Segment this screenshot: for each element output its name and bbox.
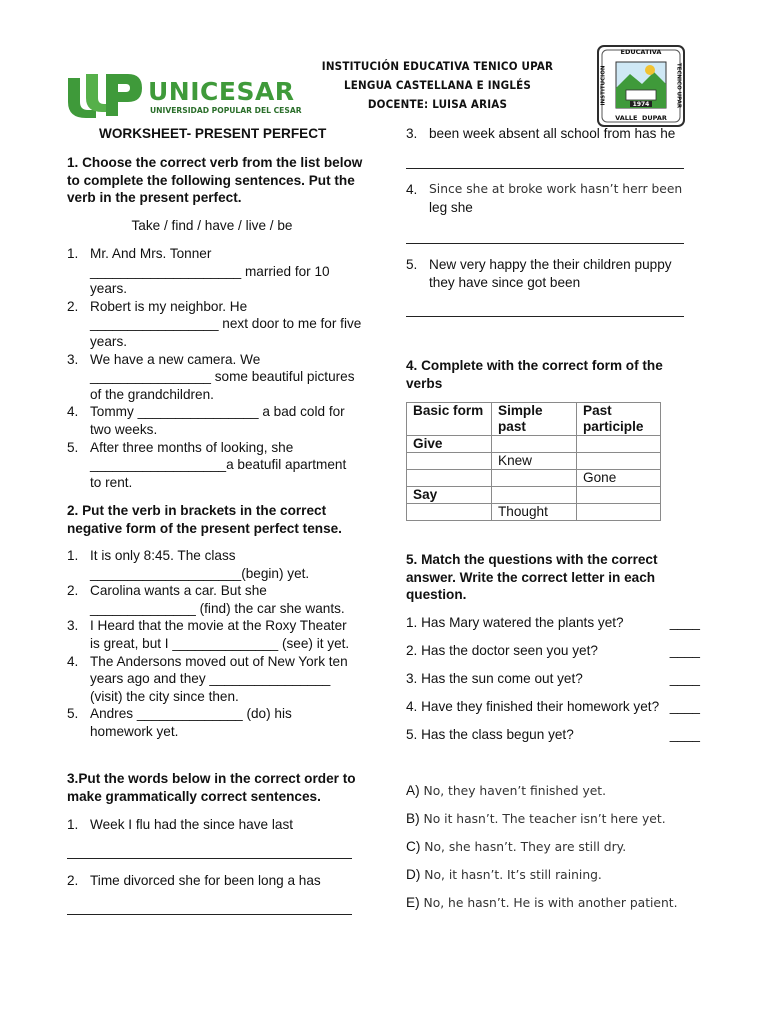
table-row [407, 436, 661, 453]
list-item: 4. The Andersons moved out of New York ten years ago and they ________________ (visit) the city since then. [67, 653, 348, 704]
subject-name: LENGUA CASTELLANA E INGLÉS [343, 78, 532, 92]
answer-line[interactable] [406, 243, 684, 244]
answer-blank[interactable]: ____ [669, 727, 700, 742]
table-cell[interactable] [577, 504, 661, 521]
table-row [407, 504, 661, 521]
table-cell[interactable] [492, 487, 577, 504]
match-question: 2. Has the doctor seen you yet? ____ [406, 643, 700, 658]
page-title: WORKSHEET- PRESENT PERFECT [99, 126, 327, 141]
unicesar-emblem-icon [66, 72, 144, 120]
match-question: 5. Has the class begun yet? ____ [406, 727, 700, 742]
crest-year: 1974 [632, 101, 650, 108]
list-item: 5. Andres ______________ (do) his homework yet. [67, 706, 292, 739]
section3-heading: 3.Put the words below in the correct order to make grammatically correct sentences. [67, 771, 356, 804]
section5-heading: 5. Match the questions with the correct answer. Write the correct letter in each question. [406, 552, 658, 603]
list-item: 3. been week absent all school from has he [406, 126, 676, 141]
logo-wordmark: UNICESAR [148, 77, 295, 106]
table-cell[interactable] [407, 470, 492, 487]
table-row [407, 470, 661, 487]
table-cell[interactable] [577, 487, 661, 504]
match-question: 1. Has Mary watered the plants yet? ____ [406, 615, 700, 630]
section1-verb-list: Take / find / have / live / be [131, 218, 293, 233]
section3-right-list [406, 125, 696, 291]
section3-left-list [67, 816, 357, 890]
table-cell: Gone [577, 470, 661, 487]
section1-heading: 1. Choose the correct verb from the list below to complete the following sentences. Put the verb in the present perfect. [67, 155, 363, 206]
list-item: 2. Time divorced she for been long a has [67, 873, 321, 888]
section2-heading: 2. Put the verb in brackets in the correct negative form of the present perfect tense. [67, 503, 342, 536]
unicesar-logo [66, 72, 306, 120]
table-row [407, 487, 661, 504]
list-item: 3. I Heard that the movie at the Roxy Theater is great, but I ______________ (see) it yet. [67, 618, 350, 651]
answer-line[interactable] [67, 858, 352, 859]
answer-blank[interactable]: ____ [669, 615, 700, 630]
answer-blank[interactable]: ____ [669, 643, 700, 658]
teacher-name: DOCENTE: LUISA ARIAS [367, 97, 508, 111]
table-header-row [407, 403, 661, 436]
table-cell[interactable] [577, 436, 661, 453]
table-cell: Say [407, 487, 492, 504]
list-item: 4. Tommy ________________ a bad cold for two weeks. [67, 404, 345, 437]
table-cell: Give [407, 436, 492, 453]
section2-list [67, 547, 367, 741]
crest-bottom-text: VALLE DUPAR [615, 114, 667, 122]
answer-line[interactable] [406, 316, 684, 317]
section4-heading: 4. Complete with the correct form of the verbs [406, 358, 663, 391]
table-cell[interactable] [407, 504, 492, 521]
table-cell[interactable] [492, 436, 577, 453]
list-item: 1. Mr. And Mrs. Tonner ____________________ married for 10 years. [67, 246, 330, 297]
list-item: 1. It is only 8:45. The class ____________________(begin) yet. [67, 548, 310, 581]
table-cell[interactable] [407, 453, 492, 470]
table-row [407, 453, 661, 470]
column-header: Basic form [407, 403, 492, 436]
crest-top-text: EDUCATIVA [620, 48, 662, 56]
answer-blank[interactable]: ____ [669, 671, 700, 686]
table-cell: Thought [492, 504, 577, 521]
crest-left-text: INSTITUCION [600, 65, 607, 106]
list-item: 5. New very happy the their children puppy they have since got been [406, 257, 672, 290]
school-name: INSTITUCIÓN EDUCATIVA TENICO UPAR [321, 59, 554, 73]
answer-option: B) No it hasn’t. The teacher isn’t here yet. [406, 811, 666, 826]
answer-blank[interactable]: ____ [669, 699, 700, 714]
answer-option: E) No, he hasn’t. He is with another patient. [406, 895, 678, 910]
answer-option: A) No, they haven’t finished yet. [406, 783, 607, 798]
logo-subtitle: UNIVERSIDAD POPULAR DEL CESAR [150, 106, 302, 115]
crest-right-text: TECNICO UPAR [675, 62, 682, 109]
list-item: 1. Week I flu had the since have last [67, 817, 294, 832]
match-question: 4. Have they finished their homework yet? ____ [406, 699, 700, 714]
table-cell: Knew [492, 453, 577, 470]
list-item: 2. Carolina wants a car. But she ______________ (find) the car she wants. [67, 583, 345, 616]
verb-forms-table [406, 402, 661, 521]
column-header: Simple past [492, 403, 577, 436]
list-item: 5. After three months of looking, she __________________a beatufil apartment to rent. [67, 439, 347, 490]
list-item: 2. Robert is my neighbor. He _________________ next door to me for five years. [67, 298, 362, 349]
school-crest [596, 44, 686, 128]
answer-line[interactable] [406, 168, 684, 169]
section5-answers [406, 782, 706, 922]
list-item: 3. We have a new camera. We ________________ some beautiful pictures of the grandchildren. [67, 351, 355, 402]
table-cell[interactable] [577, 453, 661, 470]
column-header: Past participle [577, 403, 661, 436]
answer-option: D) No, it hasn’t. It’s still raining. [406, 867, 602, 882]
answer-option: C) No, she hasn’t. They are still dry. [406, 839, 627, 854]
list-item: 4. Since she at broke work hasn’t herr been leg she [406, 182, 683, 215]
table-cell[interactable] [492, 470, 577, 487]
match-question: 3. Has the sun come out yet? ____ [406, 671, 700, 686]
section1-list [67, 245, 367, 491]
section5-questions [406, 614, 700, 754]
answer-line[interactable] [67, 914, 352, 915]
